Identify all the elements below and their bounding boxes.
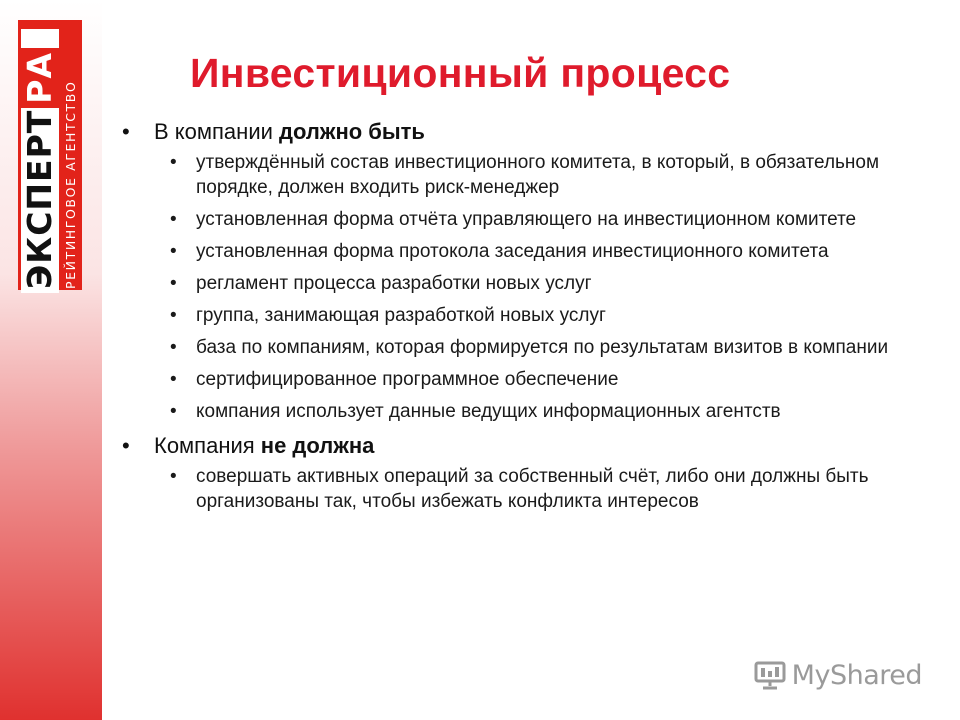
must-not-heading: • Компания не должна bbox=[122, 433, 375, 458]
logo-accent-text: РА bbox=[20, 48, 59, 108]
must-not-item: • совершать активных операций за собственный счёт, либо они должны быть организованы так, чтобы избежать конфликта интересов bbox=[170, 466, 869, 512]
watermark-text: MyShared bbox=[791, 659, 922, 691]
must-item: • компания использует данные ведущих информационных агентств bbox=[170, 401, 781, 422]
must-heading: • В компании должно быть bbox=[122, 119, 425, 144]
presentation-board-icon bbox=[754, 660, 786, 690]
logo-main-text: ЭКСПЕРТРА bbox=[21, 29, 59, 293]
must-item: • группа, занимающая разработкой новых услуг bbox=[170, 305, 606, 326]
must-item: • база по компаниям, которая формируется по результатам визитов в компании bbox=[170, 337, 889, 358]
logo-subtitle: РЕЙТИНГОВОЕ АГЕНТСТВО bbox=[63, 80, 78, 289]
slide-title: Инвестиционный процесс bbox=[190, 50, 731, 96]
expert-ra-logo bbox=[18, 20, 82, 290]
must-item: • сертифицированное программное обеспечение bbox=[170, 369, 619, 390]
must-item: • регламент процесса разработки новых услуг bbox=[170, 273, 592, 294]
must-not-emphasis: не должна bbox=[260, 433, 375, 458]
myshared-watermark[interactable] bbox=[754, 658, 922, 692]
must-emphasis: должно быть bbox=[279, 119, 425, 144]
slide-content bbox=[118, 118, 918, 514]
must-item: • установленная форма протокола заседания инвестиционного комитета bbox=[170, 241, 829, 262]
must-item: • утверждённый состав инвестиционного комитета, в который, в обязательном порядке, должен входить риск-менеджер bbox=[170, 152, 880, 198]
must-item: • установленная форма отчёта управляющего на инвестиционном комитете bbox=[170, 209, 857, 230]
